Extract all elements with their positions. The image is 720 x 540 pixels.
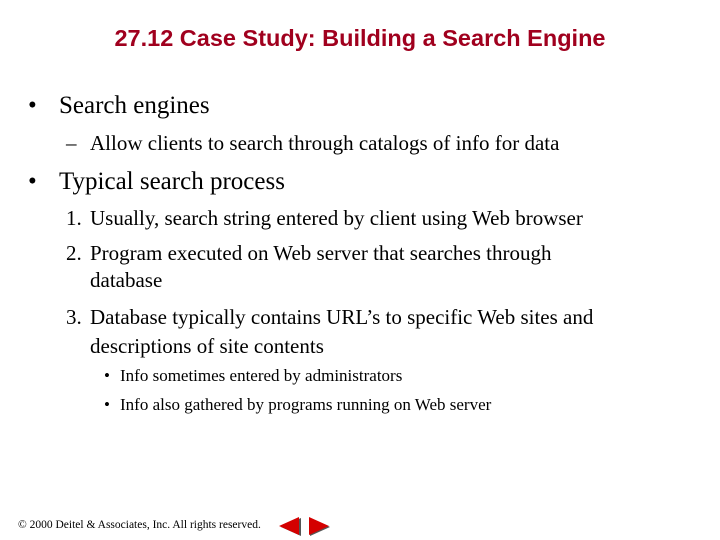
bullet-marker: •: [28, 92, 37, 119]
left-arrow-icon: [277, 516, 303, 536]
step-3-text: Database typically contains URL’s to specific Web sites and: [90, 305, 594, 329]
step-3-text-cont: descriptions of site contents: [90, 334, 324, 358]
bullet-marker: •: [28, 168, 37, 195]
footer-copyright: © 2000 Deitel & Associates, Inc. All rights reserved.: [18, 519, 261, 531]
step-2-text: Program executed on Web server that searches through: [90, 241, 552, 265]
sub-bullet-marker: •: [104, 395, 110, 414]
step-1-text: Usually, search string entered by client using Web browser: [90, 206, 583, 230]
next-slide-button[interactable]: [305, 516, 331, 536]
bullet-search-engines: Search engines: [59, 92, 210, 119]
right-arrow-icon: [305, 516, 331, 536]
step-number: 3.: [66, 305, 82, 329]
bullet-typical-search: Typical search process: [59, 168, 285, 195]
sub-bullet-admins: Info sometimes entered by administrators: [120, 366, 403, 385]
step-number: 2.: [66, 241, 82, 265]
dash-marker: –: [66, 131, 77, 155]
slide-title: 27.12 Case Study: Building a Search Engine: [114, 25, 606, 51]
sub-item-allow-clients: Allow clients to search through catalogs of info for data: [90, 131, 560, 155]
sub-bullet-programs: Info also gathered by programs running on Web server: [120, 395, 492, 414]
prev-slide-button[interactable]: [277, 516, 303, 536]
step-number: 1.: [66, 206, 82, 230]
sub-bullet-marker: •: [104, 366, 110, 385]
step-2-text-cont: database: [90, 268, 163, 292]
